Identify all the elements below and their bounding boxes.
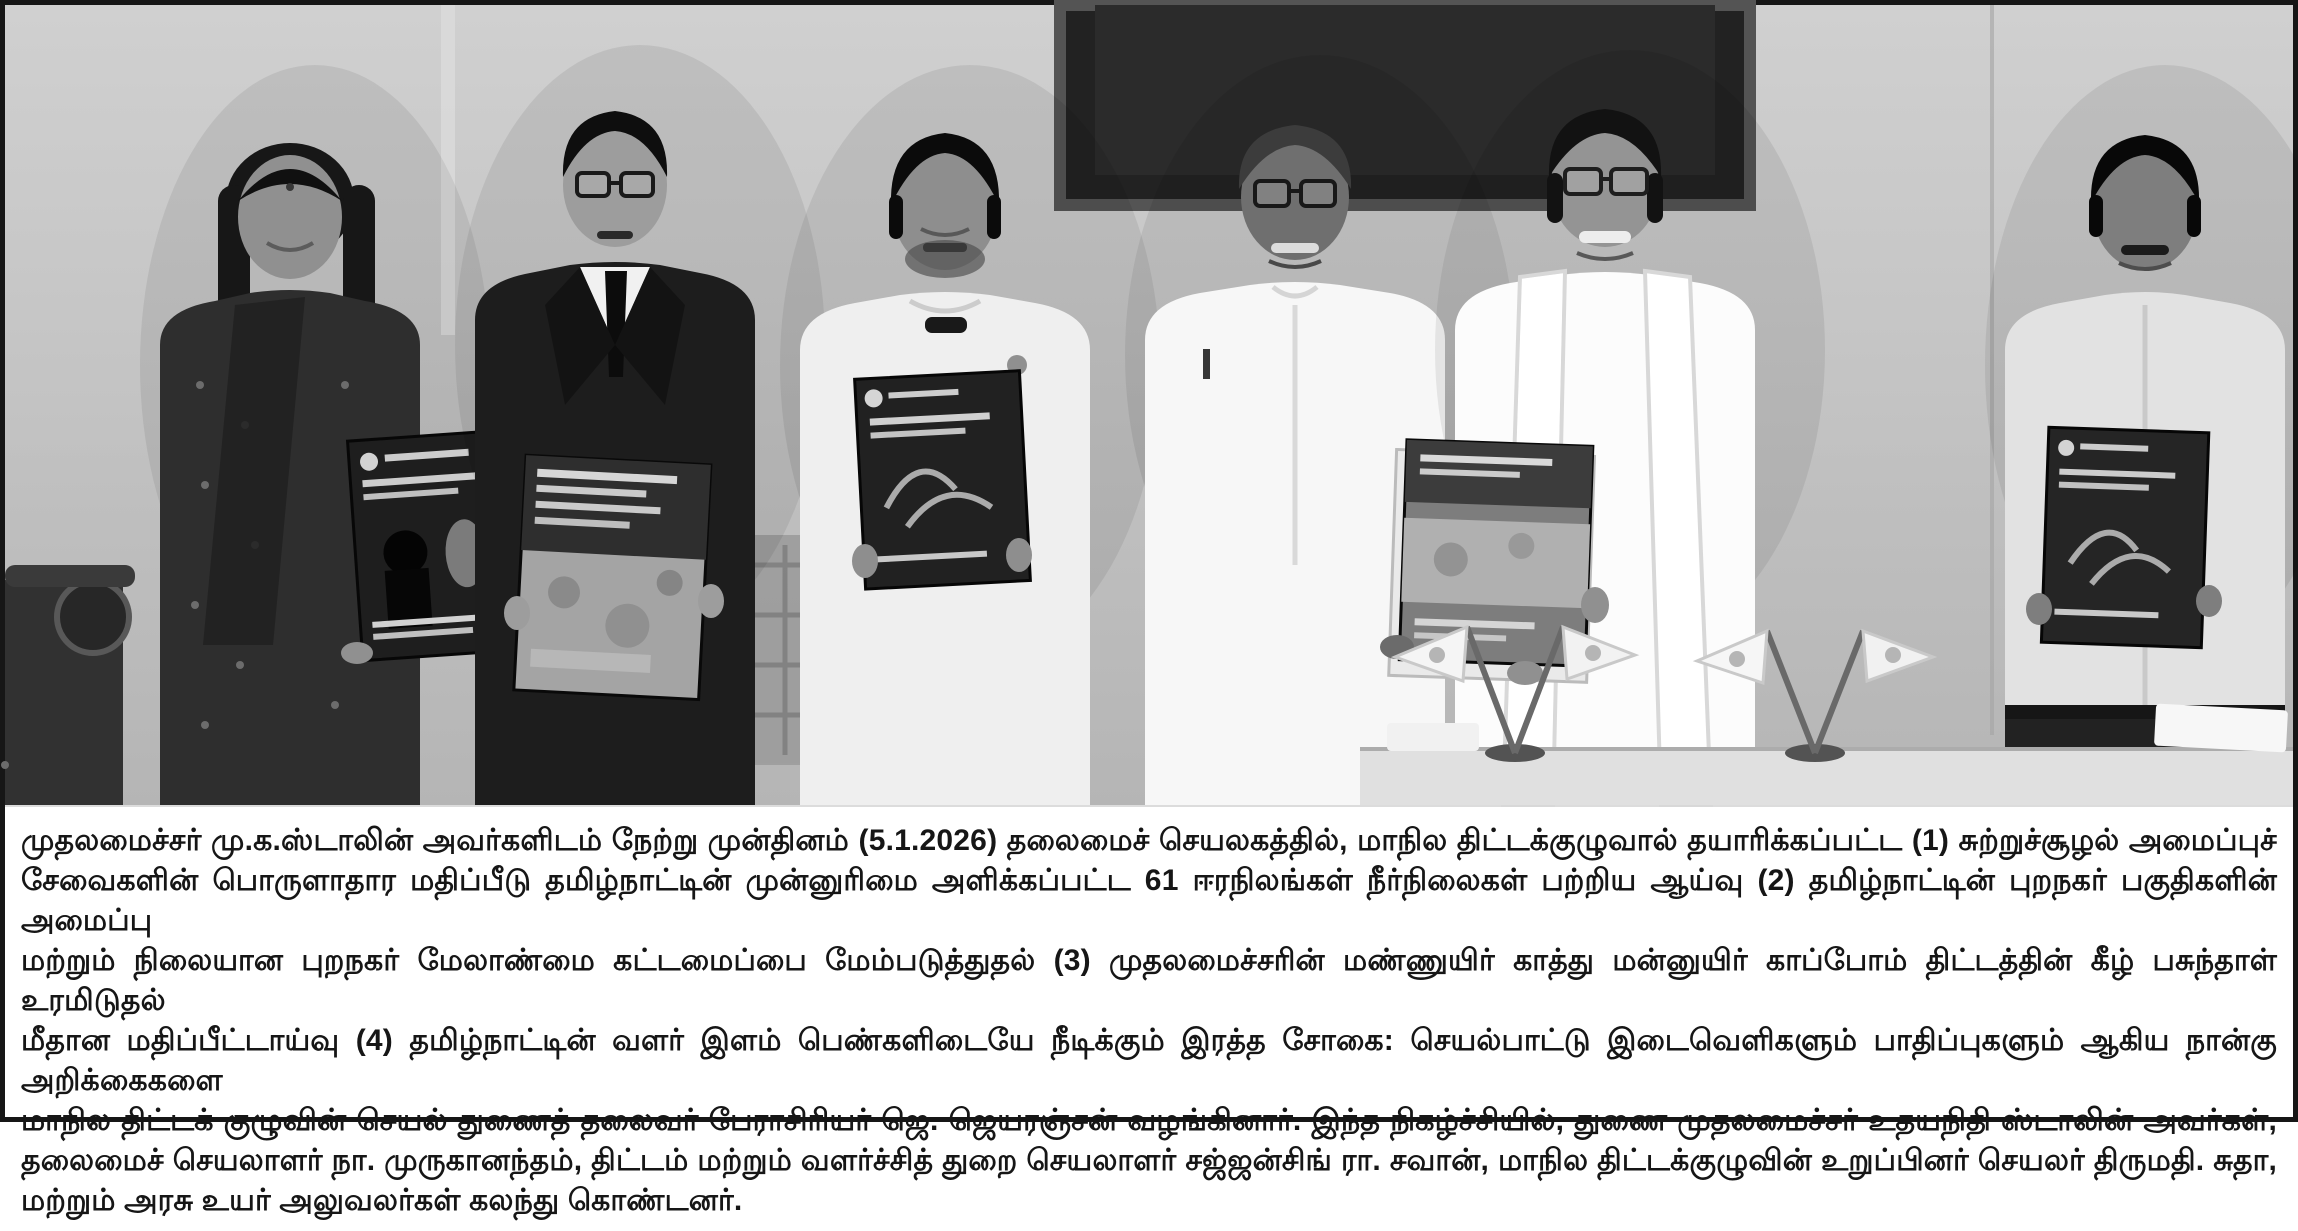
photo-caption [5, 807, 2293, 1231]
papers [2154, 704, 2288, 753]
caption-line-4: மீதான மதிப்பீட்டாய்வு (4) தமிழ்நாட்டின் வளர் இளம் பெண்களிடையே நீடிக்கும் இரத்த சோகை: செயல்பாட்டு இடைவெளிகளும் பாதிப்புகளும் ஆகிய நான்கு அறிக்கைகளை [21, 1024, 2277, 1097]
caption-line-6: தலைமைச் செயலாளர் நா. முருகானந்தம், திட்டம் மற்றும் வளர்ச்சித் துறை செயலாளர் சஜ்ஜன்சிங் ரா. சவான், மாநில திட்டக்குழுவின் உறுப்பினர் செயலர் திருமதி. சுதா, [21, 1144, 2277, 1177]
caption-line-5: மாநில திட்டக் குழுவின் செயல் துணைத் தலைவர் பேராசிரியர் ஜெ. ஜெயரஞ்சன் வழங்கினார். இந்த நிகழ்ச்சியில், துணை முதலமைச்சர் உதயநிதி ஸ்டாலின் அவர்கள், [21, 1104, 2277, 1137]
news-photo [5, 5, 2293, 807]
papers [1387, 723, 1479, 751]
photo-illustration [5, 5, 2293, 805]
report-book-3 [855, 371, 1031, 589]
person-6 [1985, 65, 2298, 805]
sunglasses-at-collar [925, 317, 967, 333]
report-book-2 [514, 455, 711, 699]
caption-line-7: மற்றும் அரசு உயர் அலுவலர்கள் கலந்து கொண்டனர். [21, 1184, 743, 1217]
pocket-pen [1203, 349, 1210, 379]
hand [1507, 661, 1543, 685]
hand [1581, 587, 1609, 623]
caption-line-1: முதலமைச்சர் மு.க.ஸ்டாலின் அவர்களிடம் நேற்று முன்தினம் (5.1.2026) தலைமைச் செயலகத்தில், மாநில திட்டக்குழுவால் தயாரிக்கப்பட்ட (1) சுற்றுச்சூழல் அமைப்புச் [21, 824, 2277, 857]
report-book-6 [2041, 427, 2208, 647]
caption-line-3: மற்றும் நிலையான புறநகர் மேலாண்மை கட்டமைப்பை மேம்படுத்துதல் (3) முதலமைச்சரின் மண்ணுயிர் காத்து மன்னுயிர் காப்போம் திட்டத்தின் கீழ் பசுந்தாள் உரமிடுதல் [21, 944, 2277, 1017]
carved-chair [5, 565, 135, 805]
caption-line-2: சேவைகளின் பொருளாதார மதிப்பீடு தமிழ்நாட்டின் முன்னுரிமை அளிக்கப்பட்ட 61 ஈரநிலங்கள் நீர்நிலைகள் பற்றிய ஆய்வு (2) தமிழ்நாட்டின் புறநகர் பகுதிகளின் அமைப்பு [21, 864, 2277, 937]
